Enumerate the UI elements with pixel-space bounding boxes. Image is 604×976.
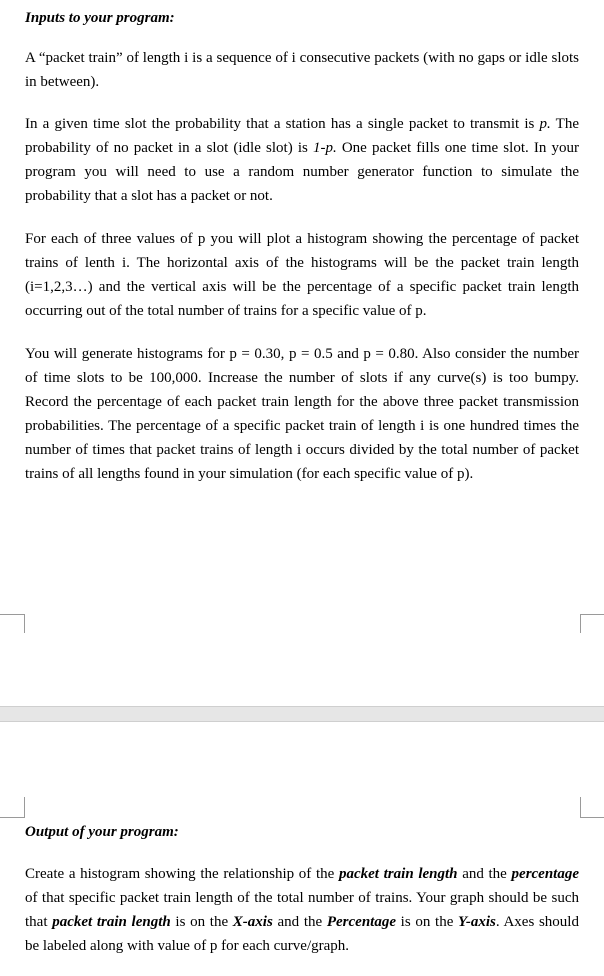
crop-mark-top-left xyxy=(0,614,25,633)
text-run-bold-italic: packet train length xyxy=(52,914,171,930)
crop-mark-top-right xyxy=(580,614,604,633)
paragraph-histogram: For each of three values of p you will plot a histogram showing the percentage of packet trains of lenth i. The horizontal axis of the histograms will be the packet train length (i=1,2,3…) and the vertical axis will be the percentage of a specific packet train length occurring out of the total number of trains for a specific value of p. xyxy=(25,231,579,319)
text-run: of that specific packet train length of the total number of trains. Your graph should be such that xyxy=(25,890,579,930)
text-run-bold-italic: Y-axis xyxy=(458,914,496,930)
text-run: One packet fills one time slot. In your program you will need to use a random number generator function to simulate the probability that a slot has a packet or not. xyxy=(25,140,579,204)
paragraph-output xyxy=(25,862,579,958)
text-run-bold-italic: packet train length xyxy=(338,866,458,882)
crop-mark-bottom-right xyxy=(580,797,604,818)
text-run-bold-italic: X-axis xyxy=(232,914,273,930)
text-run: is on the xyxy=(170,914,233,930)
text-run-italic: p. xyxy=(539,116,551,132)
output-heading: Output of your program: xyxy=(25,824,179,840)
text-run-italic: 1-p. xyxy=(312,140,337,156)
paragraph-packet-train: A “packet train” of length i is a sequence of i consecutive packets (with no gaps or idle slots in between). xyxy=(25,50,579,90)
text-run: . Axes should be labeled along with value of p for each curve/graph. xyxy=(25,914,579,954)
paragraph-generate: You will generate histograms for p = 0.30, p = 0.5 and p = 0.80. Also consider the number of time slots to be 100,000. Increase the number of slots if any curve(s) is too bumpy. Record the percentage of each packet train length for the above three packet transmission probabilities. The percentage of a specific packet train of length i is one hundred times the number of times that packet trains of length i occurs divided by the total number of packet trains of all lengths found in your simulation (for each specific value of p). xyxy=(25,346,579,482)
text-run: The probability of no packet in a slot (idle slot) is xyxy=(25,116,579,156)
text-run: and the xyxy=(457,866,512,882)
text-run: is on the xyxy=(395,914,459,930)
inputs-heading: Inputs to your program: xyxy=(25,10,175,26)
text-run: In a given time slot the probability that a station has a single packet to transmit is xyxy=(25,116,540,132)
text-run-bold-italic: percentage xyxy=(511,866,580,882)
paragraph-probability xyxy=(25,112,579,208)
text-run: and the xyxy=(272,914,327,930)
text-run: Create a histogram showing the relationship of the xyxy=(25,866,339,882)
text-run-bold-italic: Percentage xyxy=(326,914,396,930)
crop-mark-bottom-left xyxy=(0,797,25,818)
page-gap xyxy=(0,706,604,722)
